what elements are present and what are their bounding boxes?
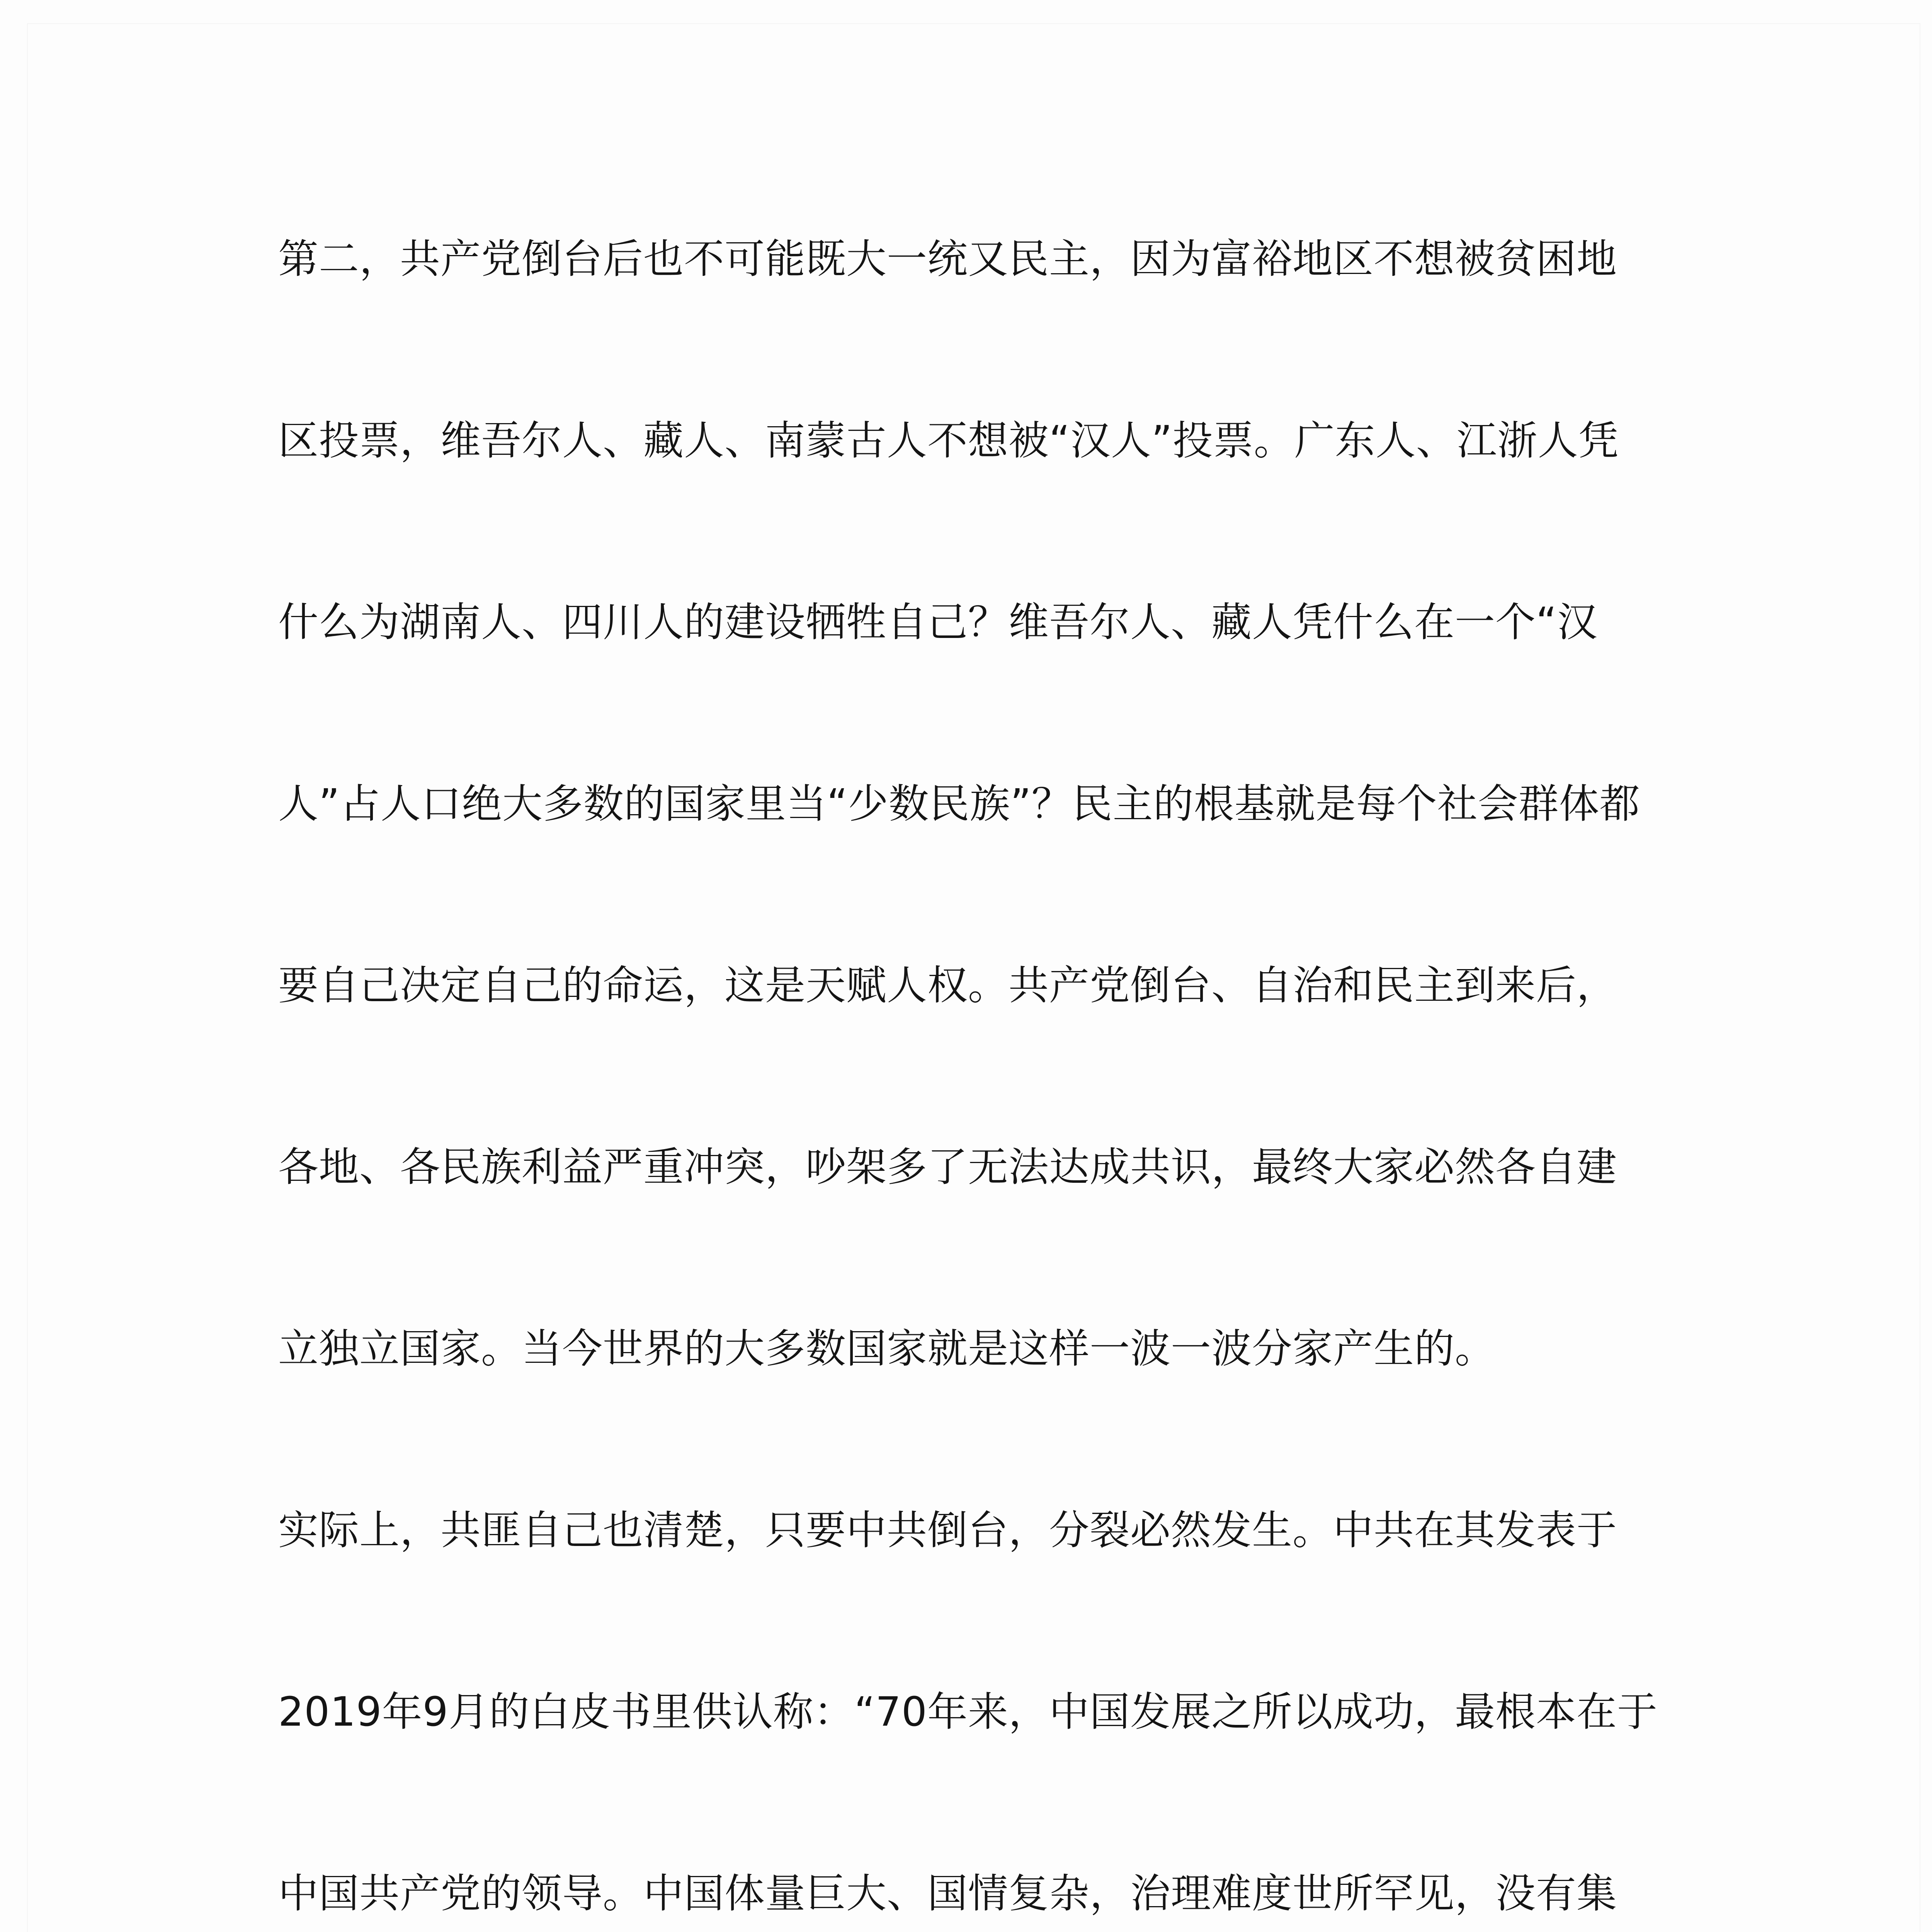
text-line: 第二，共产党倒台后也不可能既大一统又民主，因为富裕地区不想被贫困地 [278, 235, 1617, 282]
text-line: 中国共产党的领导。中国体量巨大、国情复杂，治理难度世所罕见，没有集 [278, 1870, 1617, 1917]
text-line: 人”占人口绝大多数的国家里当“少数民族”？民主的根基就是每个社会群体都 [278, 780, 1640, 827]
text-line: 区投票，维吾尔人、藏人、南蒙古人不想被“汉人”投票。广东人、江浙人凭 [278, 417, 1619, 464]
text-line: 什么为湖南人、四川人的建设牺牲自己？维吾尔人、藏人凭什么在一个“汉 [278, 599, 1598, 646]
text-line: 2019年9月的白皮书里供认称：“70年来，中国发展之所以成功，最根本在于 [278, 1688, 1658, 1735]
text-line: 立独立国家。当今世界的大多数国家就是这样一波一波分家产生的。 [278, 1325, 1496, 1372]
text-line: 各地、各民族利益严重冲突，吵架多了无法达成共识，最终大家必然各自建 [278, 1143, 1617, 1190]
text-line: 实际上，共匪自己也清楚，只要中共倒台，分裂必然发生。中共在其发表于 [278, 1507, 1617, 1554]
text-line: 要自己决定自己的命运，这是天赋人权。共产党倒台、自治和民主到来后， [278, 962, 1617, 1009]
